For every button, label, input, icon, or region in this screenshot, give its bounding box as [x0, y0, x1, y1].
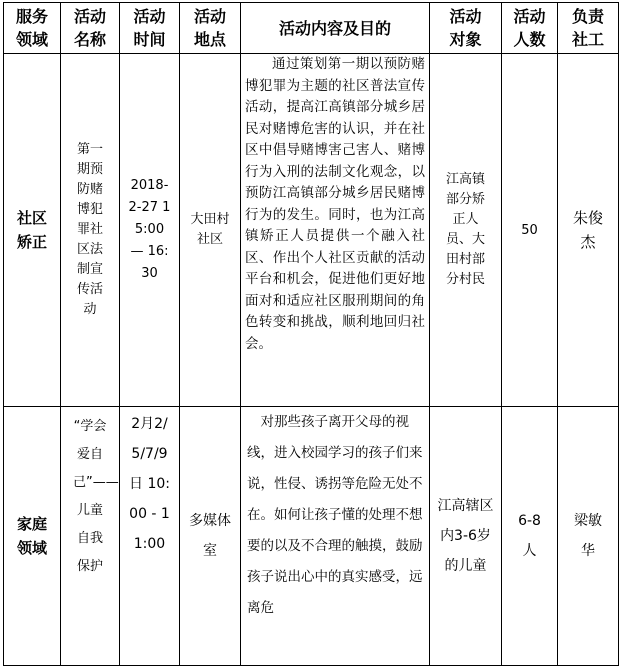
header-row: [4, 3, 619, 54]
cell-place: 大田村社区: [180, 54, 241, 407]
cell-name: 第一期预防赌博犯罪社区法制宣传活动: [61, 54, 120, 407]
header-worker: 负责社工: [558, 3, 619, 54]
activity-table: [3, 2, 619, 666]
cell-time: 2月2/5/7/9日 10:00 - 11:00: [120, 407, 180, 666]
cell-target: 江高辖区内3-6岁的儿童: [430, 407, 502, 666]
cell-content: 对那些孩子离开父母的视线，进入校园学习的孩子们来说，性侵、诱拐等危险无处不在。如何让孩子懂的处理不想要的以及不合理的触摸，鼓励孩子说出心中的真实感受，远离危: [241, 407, 430, 666]
cell-content: 通过策划第一期以预防赌博犯罪为主题的社区普法宣传活动，提高江高镇部分城乡居民对赌博危害的认识，并在社区中倡导赌博害己害人、赌博行为入刑的法制文化观念，以预防江高镇部分城乡居民赌博行为的发生。同时，也为江高镇矫正人员提供一个融入社区、作出个人社区贡献的活动平台和机会，促进他们更好地面对和适应社区服刑期间的角色转变和挑战，顺利地回归社会。: [241, 54, 430, 407]
header-place: 活动地点: [180, 3, 241, 54]
cell-worker: 朱俊杰: [558, 54, 619, 407]
cell-place: 多媒体室: [180, 407, 241, 666]
header-count: 活动人数: [502, 3, 558, 54]
header-name: 活动名称: [61, 3, 120, 54]
cell-time: 2018-2-27 15:00 — 16:30: [120, 54, 180, 407]
table-row: [4, 54, 619, 407]
header-domain: 服务领域: [4, 3, 61, 54]
cell-domain: 社区矫正: [4, 54, 61, 407]
table-row: [4, 407, 619, 666]
cell-domain: 家庭领域: [4, 407, 61, 666]
header-target: 活动对象: [430, 3, 502, 54]
cell-count: 6-8人: [502, 407, 558, 666]
header-content: 活动内容及目的: [241, 3, 430, 54]
cell-count: 50: [502, 54, 558, 407]
header-time: 活动时间: [120, 3, 180, 54]
cell-target: 江高镇部分矫正人员、大田村部分村民: [430, 54, 502, 407]
cell-name: “学会爱自己”——儿童自我保护: [61, 407, 120, 666]
cell-worker: 梁敏华: [558, 407, 619, 666]
